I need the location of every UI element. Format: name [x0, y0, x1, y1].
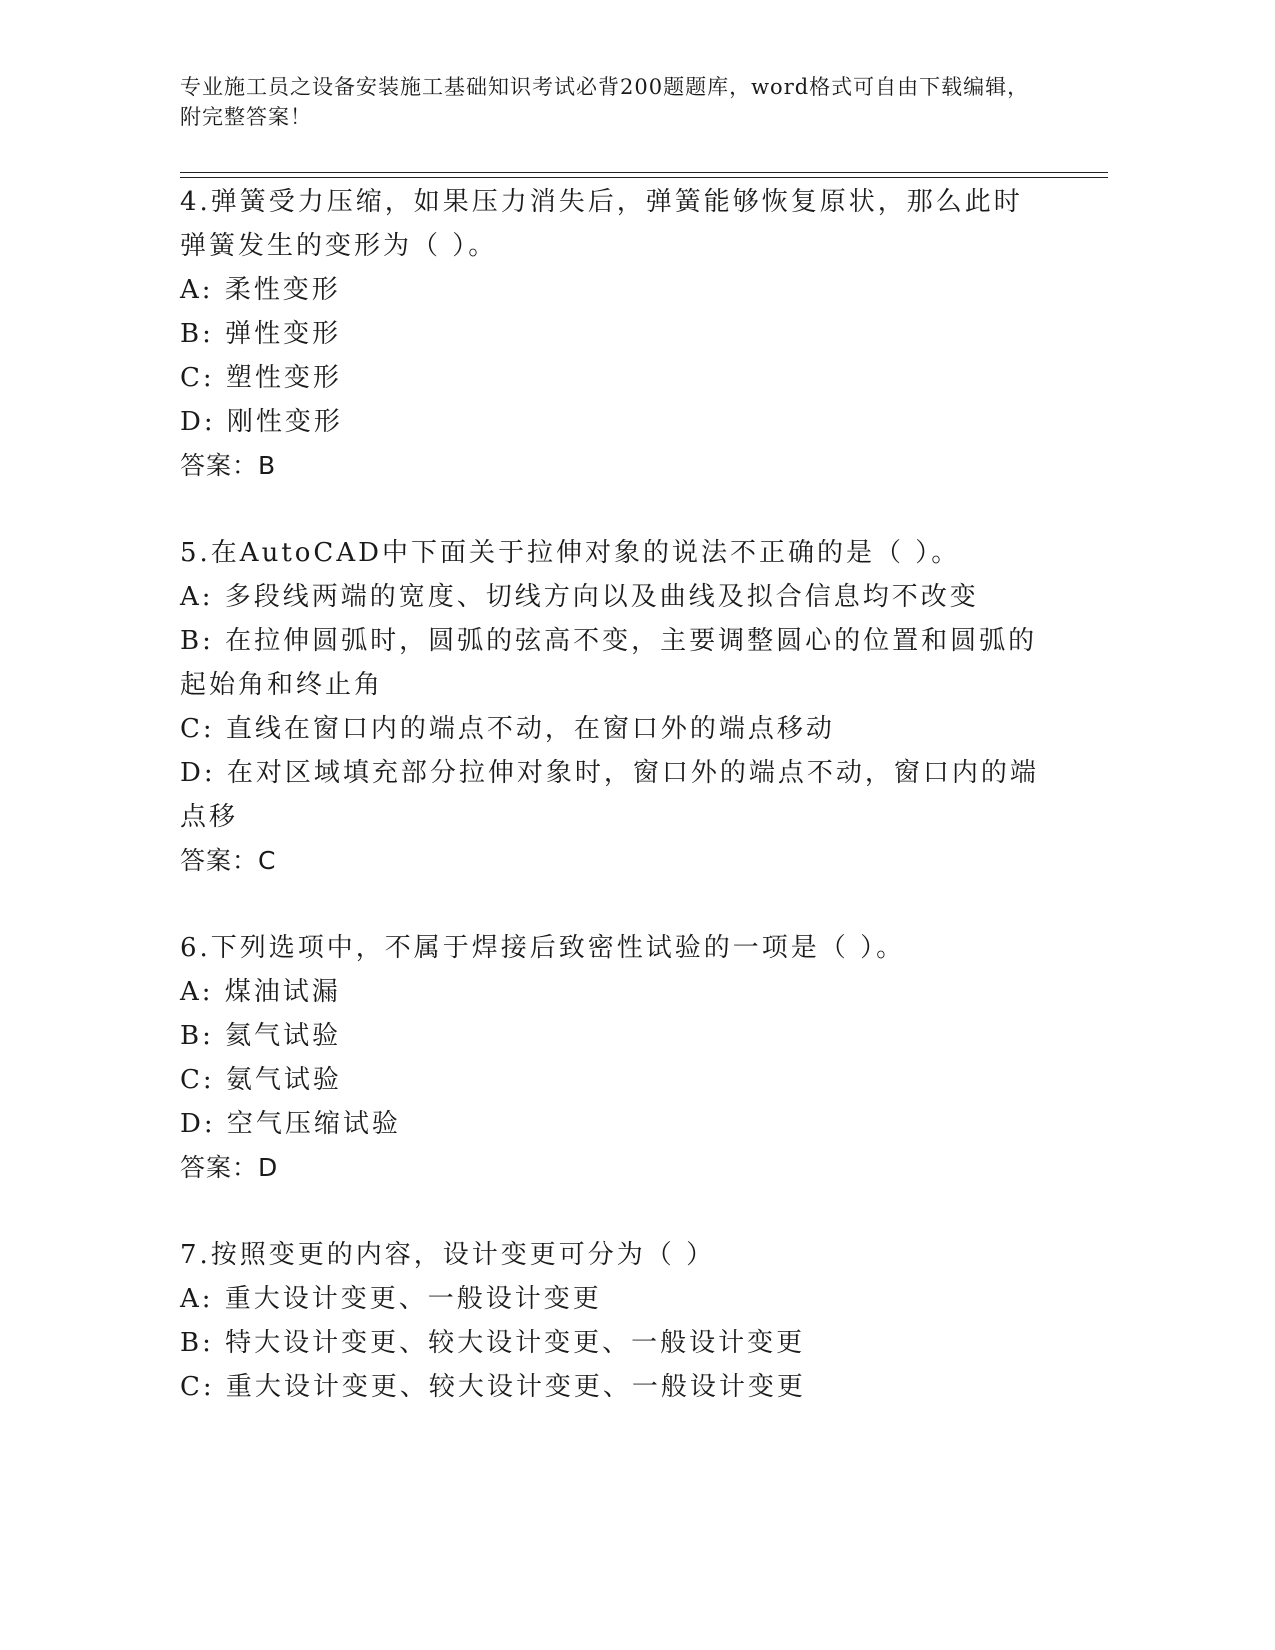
question-stem: 5.在AutoCAD中下面关于拉伸对象的说法不正确的是（ ）。 — [180, 538, 961, 568]
option-b: B: 氦气试验 — [180, 1021, 342, 1051]
option-d: D: 空气压缩试验 — [180, 1109, 401, 1139]
option-a: A: 重大设计变更、一般设计变更 — [180, 1284, 602, 1314]
option-c: C: 直线在窗口内的端点不动，在窗口外的端点移动 — [180, 714, 835, 744]
page-header: 专业施工员之设备安装施工基础知识考试必背200题题库，word格式可自由下载编辑，附完整答案！ — [180, 75, 1030, 129]
option-c: C: 塑性变形 — [180, 363, 342, 393]
question-7 — [180, 1233, 1040, 1409]
option-d: D: 在对区域填充部分拉伸对象时，窗口外的端点不动，窗口内的端点移 — [180, 758, 1039, 832]
option-d: D: 刚性变形 — [180, 407, 343, 437]
question-stem: 6.下列选项中，不属于焊接后致密性试验的一项是（ ）。 — [180, 933, 906, 963]
question-list — [180, 180, 1040, 1409]
answer: 答案：B — [180, 451, 277, 480]
option-c: C: 氨气试验 — [180, 1065, 342, 1095]
answer: 答案：C — [180, 846, 277, 875]
option-b: B: 在拉伸圆弧时，圆弧的弦高不变，主要调整圆心的位置和圆弧的起始角和终止角 — [180, 626, 1038, 700]
option-b: B: 弹性变形 — [180, 319, 342, 349]
question-stem: 7.按照变更的内容，设计变更可分为（ ） — [180, 1240, 716, 1270]
option-c: C: 重大设计变更、较大设计变更、一般设计变更 — [180, 1372, 806, 1402]
header-divider-bottom — [180, 177, 1108, 178]
question-6 — [180, 926, 1040, 1190]
question-5 — [180, 531, 1040, 883]
option-a: A: 多段线两端的宽度、切线方向以及曲线及拟合信息均不改变 — [180, 582, 979, 612]
option-a: A: 柔性变形 — [180, 275, 341, 305]
answer: 答案：D — [180, 1153, 279, 1182]
question-4 — [180, 180, 1040, 488]
option-b: B: 特大设计变更、较大设计变更、一般设计变更 — [180, 1328, 806, 1358]
option-a: A: 煤油试漏 — [180, 977, 341, 1007]
header-divider-top — [180, 172, 1108, 173]
question-stem: 4.弹簧受力压缩，如果压力消失后，弹簧能够恢复原状，那么此时弹簧发生的变形为（ ）。 — [180, 187, 1023, 261]
